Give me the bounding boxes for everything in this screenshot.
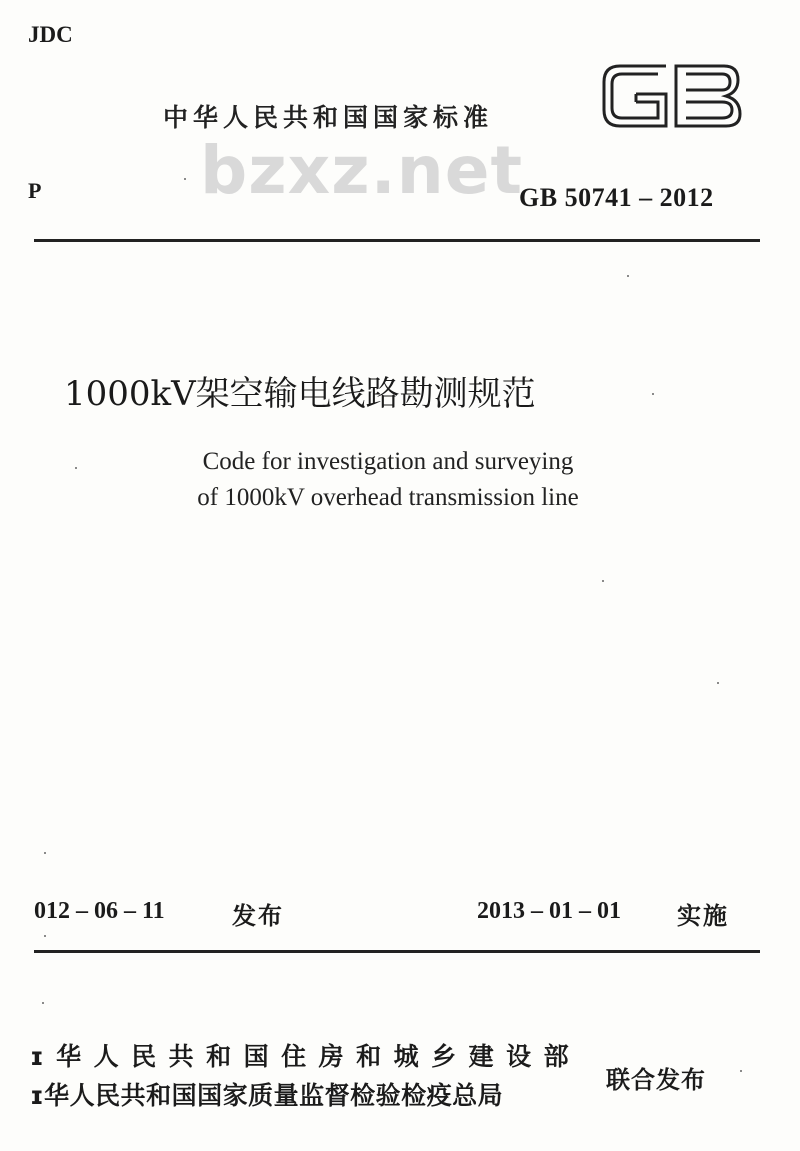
scan-speck [75, 467, 77, 469]
joint-issue-label: 联合发布 [606, 1066, 706, 1094]
issuer-aqsiq: ɪ华人民共和国国家质量监督检验检疫总局 [30, 1081, 504, 1110]
implementation-date: 2013 – 01 – 01 [477, 898, 621, 924]
gb-logo [596, 58, 746, 134]
scan-speck [602, 580, 604, 582]
scan-speck [717, 682, 719, 684]
bottom-divider [34, 950, 760, 953]
issue-date: 012 – 06 – 11 [34, 898, 165, 924]
scan-speck [740, 1070, 742, 1072]
watermark: bzxz.net [200, 132, 524, 209]
scan-speck [627, 275, 629, 277]
udc-label: JDC [28, 22, 73, 47]
scan-speck [44, 935, 46, 937]
title-chinese: 1000kV架空输电线路勘测规范 [64, 374, 536, 414]
scan-speck [652, 393, 654, 395]
national-standard-heading: 中华人民共和国国家标准 [163, 103, 494, 132]
issue-label: 发布 [232, 902, 284, 930]
issuer-ministry-housing: ɪ华人民共和国住房和城乡建设部 [30, 1042, 582, 1071]
title-english-line2: of 1000kV overhead transmission line [197, 484, 579, 511]
scan-speck [42, 1002, 44, 1004]
scan-speck [44, 852, 46, 854]
title-english-line1: Code for investigation and surveying [202, 448, 574, 475]
stray-mark: P [28, 178, 42, 203]
standard-number: GB 50741 – 2012 [519, 183, 714, 212]
top-divider [34, 239, 760, 242]
scan-speck [184, 178, 186, 180]
implementation-label: 实施 [677, 902, 729, 930]
